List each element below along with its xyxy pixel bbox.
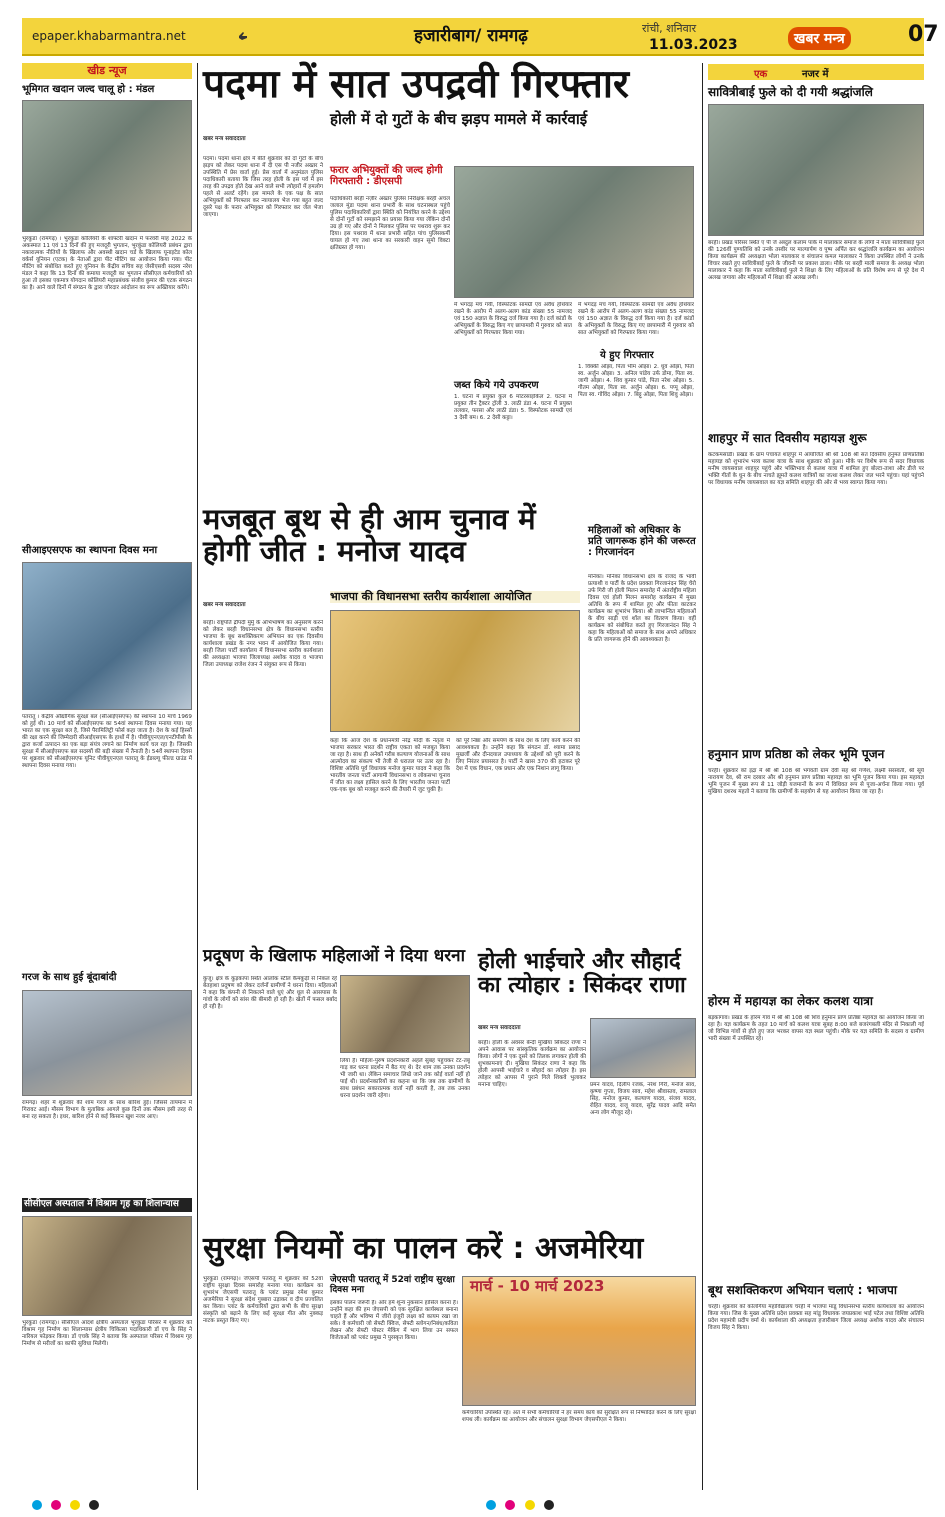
magenta-dot: [505, 1500, 515, 1510]
lead-headline: पदमा में सात उपद्रवी गिरफ्तार: [203, 62, 629, 107]
left-story4-photo: [22, 1216, 192, 1316]
black-dot: [89, 1500, 99, 1510]
mid-subheadline: भाजपा की विधानसभा स्तरीय कार्यशाला आयोजित: [330, 591, 580, 603]
left-story1-photo: [22, 100, 192, 232]
black-dot: [544, 1500, 554, 1510]
lead-subheadline: होली में दो गुटों के बीच झड़प मामले में कार्रवाई: [330, 110, 588, 128]
safety-body-col1: भुरकुंडा (रामगढ़)। जेएसपी पतरातू में शुक्रवार को 52वां राष्ट्रीय सुरक्षा दिवस समारोह मनाया गया। कार्यक्रम का शुभारंभ जेएसपी पतरातू के प्लांट प्रमुख रमेश कुमार अजमेरिया ने सुरक्षा संदेश गुब्बारा उड़ाकर व दीप प्रज्वलित कर किया। प्लांट के कर्मचारियों द्वारा सभी के बीच सुरक्षा संस्कृति को बढ़ाने के लिए कई सुरक्षा गीत और नुक्कड़ नाटक प्रस्तुत किए गए।: [203, 1276, 323, 1324]
yellow-dot: [70, 1500, 80, 1510]
holi-body: बरही। होली के अवसर बेन्दी मुखिया सिकंदर राणा ने अपने आवास पर सांस्कृतिक कार्यक्रम का आयोजन किया। लोगों ने एक दूसरे को तिलक लगाकर होली की शुभकामनाएं दी। मुखिया सिकंदर राणा ने कहा कि होली आपसी भाईचारे व सौहार्द का त्योहार है। इस त्योहार को आपस में पुराने गिले शिकवे भुलाकर मनाना चाहिए।: [478, 1040, 586, 1088]
lead-photo: [454, 166, 694, 298]
left-story3-photo: [22, 990, 192, 1096]
right-story3-body: चरही। शुक्रवार को इंद्रा में श्री श्री 108 श्री भगवती ग्राम देवी सह श्री गणेश, लक्ष्मी सरस्वती, श्री सूर्य नारायण देव, श्री राम दरबार और श्री हनुमान प्राण प्रतिष्ठा महायज्ञ का भूमि पूजन किया गया। इस महायज्ञ भूमि पूजन में मुख्य रूप से 11 जोड़ी यजमानों के रूप में विधिवत रूप से पूजा-अर्चना किया गया। पूर्व मुखिया दशरथ महतो ने बताया कि ग्रामीणों के सहयोग से यह आयोजन किया जा रहा है।: [708, 768, 924, 795]
mid-body-col1: बरही। राष्ट्रपति द्रौपदी मुर्मु के अभिभाषण का अनुसरण करने को लेकर बरही विधानसभा क्षेत्र के विधानसभा स्तरीय भाजपा के बूथ सशक्तिकरण अभियान का एक दिवसीय कार्यशाला प्रखंड के नगर भवन में आयोजित किया गया। बरही जिला पार्टी कार्यालय में विधानसभा स्तरीय कार्यशाला की अध्यक्षता भाजपा जिलाध्यक्ष अशोक यादव व भाजपा जिला उपाध्यक्ष राजेश रंजन ने संयुक्त रूप से किया।: [203, 620, 323, 668]
nazar-label: नजर में: [802, 69, 829, 80]
print-registration-marks: [22, 1495, 924, 1509]
holi-byline: खबर मन्त्र संवाददाता: [478, 1025, 521, 1031]
mid-headline: मजबूत बूथ से ही आम चुनाव में होगी जीत : मनोज यादव: [203, 502, 536, 568]
left-story4-headline: सीसीएल अस्पताल में विश्राम गृह का शिलान्यास: [22, 1198, 192, 1212]
right-story2-headline: शाहपुर में सात दिवसीय महायज्ञ शुरू: [708, 431, 867, 445]
safety-body-col2: इसका पालन जरूरी है। ओर हमें शून्य नुकसान हासिल करना है। उन्होंने कहा की हम जेएसपी को एक सुरक्षित कार्यस्थल बनाना चाहते हैं और भविष्य में जीरो इंजुरी लक्ष्य को कायम रखा जा सके। वे कर्मचारी जो सेफ्टी क्विज, सेफ्टी स्लोगन/निबंध/कविता लेखन और सेफ्टी पोस्टर मेकिंग में भाग लिया उन सफल विजेताओं को प्लांट प्रमुख ने पुरस्कृत किया।: [330, 1300, 458, 1341]
pollution-photo: [340, 975, 470, 1053]
right-story1-body: बरही। प्रखंड परिसर स्थित ए पी जे अब्दुल कलाम पार्क में मालाकार समाज के लोगों ने माता सावित्रीबाई फुले की 126वीं पुण्यतिथि को उनके तस्वीर पर माल्यार्पण व पुष्प अर्पित कर श्रद्धांजलि कार्यक्रम का आयोजन किया कार्यक्रम की अध्यक्षता भोला मालाकार व संचालन कमल मालाकार ने किया उपस्थित लोगों ने उनके विचार रखते हुए सावित्रीबाई फुले के जीवनी पर प्रकाश डाला। मौके पर बरही माली समाज के अध्यक्ष भोला मालाकार ने कहा कि माता सावित्रीबाई फुले ने शिक्षा के लिए महिलाओं के प्रति विशेष रूप से पूरे देश में अलख जगाया और महिलाओं में शिक्षा की अलख लगी।: [708, 240, 924, 281]
right-story1-headline: सावित्रीबाई फुले को दी गयी श्रद्धांजलि: [708, 85, 873, 99]
lead-body-col2: पदाधिकारी बरही नज़ीर अख्तर पुलिस निरीक्षक बरही अंचल जलाल मुंडा पदमा थाना प्रभारी के साथ घटनास्थल पहुंचे पुलिस पदाधिकारियों द्वारा स्थिति को नियंत्रित करने के उद्देश्य से दोनों गुटों को समझाने का प्रयास किया गया लेकिन दोनों उग्र हो गए और दोनों ने मिलकर पुलिस पर पथराव शुरू कर दिया। इस पथराव में थाना प्रभारी सहित पांच पुलिसकर्मी घायल हो गए तथा थाना का सरकारी वाहन सूमो विक्टा क्षतिग्रस्त हो गया।: [330, 196, 450, 251]
mid-photo: [330, 610, 580, 732]
cyan-dot: [32, 1500, 42, 1510]
arrested-headline: ये हुए गिरफ्तार: [600, 350, 654, 361]
left-story1-headline: भूमिगत खदान जल्द चालू हो : मंडल: [22, 84, 155, 95]
page-number: 07: [908, 22, 939, 47]
left-story2-photo: [22, 562, 192, 710]
column-rule: [702, 63, 703, 1490]
left-story3-body: रामगढ़। शहर में शुक्रवार की शाम गरज के साथ बारिश हुई। जिससे तापमान में गिरावट आई। मौसम विभाग के मुताबिक आगले कुछ दिनों तक मौसम इसी तरह से बना रह सकता है। इधर, बारिश होने से कई किसान खुश नजर आए।: [22, 1100, 192, 1120]
pollution-body-col1: कुजू। क्षेत्र के कुड़कापा स्थित आलोक स्टील कैमकुड़ी से निकल रहे बेतहाशा प्रदूषण को लेकर दर्जनों ग्रामीणों ने धरना दिया। महिलाओं ने कहा कि कंपनी से निकलने वाले धुएं और धूल से आसपास के गांवों के लोगों को सांस की बीमारी हो रही है। खेतों में फसल बर्बाद हो रही है।: [203, 976, 337, 1010]
safety-headline: सुरक्षा नियमों का पालन करें : अजमेरिया: [203, 1231, 644, 1266]
seized-list: 1. घटना में प्रयुक्त कुल 6 मोटरसाइकिल 2. घटना में प्रयुक्त तीन ट्रैक्टर ट्रॉली 3. लाठी डंडा 4. घटना में प्रयुक्त तलवार, फरसा और लाठी डंडा। 5. विस्फोटक सामग्री एवं 3 देसी बम। 6. 2 देसी कट्टा।: [454, 394, 572, 421]
section-tag: खीड न्यूज: [22, 63, 192, 79]
right-story1-photo: [708, 104, 924, 236]
right-story2-body: कटकमसांडी। प्रखंड के ग्राम पंचायत शाहपुर में आयोजित श्री श्री 108 श्री सत दिवसीय हनुमंत प्राणप्रतिष्ठा महायज्ञ को शुभारंभ भव्य कलश यात्रा के साथ शुक्रवार को हुआ। मौके पर विशेष रूप से सदर विधायक मनीष जायसवाल शाहपुर पहुंचे और भक्तिभाव से कलश यात्रा में शामिल हुए बोल्टा-ताशा और डीजे पर भक्ति गीतों के धुन के बीच नाचते झूमते कलश यात्रियों का जत्था कलश लेकर जल भरने पहुंचा। यहां पहुंचने पर विधायक मनीष जायसवाल का यज्ञ समिति शाहपुर की ओर से भव्य स्वागत किया गया।: [708, 452, 924, 486]
magenta-dot: [51, 1500, 61, 1510]
left-story2-body: पतरातू । केंद्रीय औद्योगिक सुरक्षा बल (सीआईएसएफ) की स्थापना 10 मार्च 1969 को हुई थी। 10 मार्च को सीआईएसएफ का 54वां स्थापना दिवस मनाया गया। यह भारत का एक सुरक्षा बल है, जिसे पैरामिलिट्री फोर्स कहा जाता है। देश के कई हिस्सों की रक्षा करने की जिम्मेदारी सीआईएसएफ के हाथों में है। पीवीयूएनएल/एनटीपीसी के द्वारा कर्जा उत्पादन का एक बड़ा संयंत्र लगाने का निर्माण कार्य चल रहा है। जिसकी सुरक्षा में सीआईएसएफ बल सदस्यों की बड़ी संख्या में तैनाती है। 54वें स्थापना दिवस पर शुक्रवार को सीआईएसएफ यूनिट पीवीयूएनएल पतरातू के ईडब्ल्यू फील्ड ग्राउंड में स्थापना दिवस मनाया गया।: [22, 714, 192, 769]
column-rule: [197, 63, 198, 1490]
safety-caption: कर्मचारियों उपस्थित रहे। अंत में सभी कर्मचारियों ने हर समय कार्य को सुरक्षित रूप से निष्पादित करने के लिए सुरक्षा शपथ ली। कार्यक्रम का आयोजन और संचालन सुरक्षा विभाग जेएसपीएल ने किया।: [462, 1410, 696, 1423]
lead-quote-headline: फरार अभियुक्तों की जल्द होगी गिरफ्तारी : डीएसपी: [330, 165, 443, 187]
arrested-list: 1. विक्की ओझा, पिता भीम ओझा। 2. धुव ओझा, पिता स्व. अर्जुन ओझा। 3. अनिल पांडेय उर्फ डोमा, पिता स्व. जागी ओझा। 4. शिव कुमार पांडे, पिता नरेश ओझा। 5. गौतम ओझा, पिता स्व. अर्जुन ओझा। 6. पप्पू ओझा, पिता स्व. गोविंद ओझा। 7. बिट्टू ओझा, पिता शिवु ओझा।: [578, 364, 694, 398]
edition-date: 11.03.2023: [649, 37, 738, 53]
holi-body-col2: प्रमन यादव, दिलीप रजक, नरेश गिरी, मनोज साव, कृष्णा गुप्ता, विजय साव, महेश श्रीवास्तव, रामलाल सिंह, मनोज कुमार, कल्याण यादव, संजय यादव, रोहित यादव, राजू यादव, सुरेंद्र यादव आदि समेत अन्य लोग मौजूद रहे।: [590, 1082, 696, 1116]
edition-place: रांची, शनिवार: [642, 22, 697, 35]
left-story1-body: भुरकुंडा (रामगढ़) । भुरकुंडा कोलियरी के शाफ्टरी खदान में फरवरी माह 2022 के अकस्मात 11 एवं 13 दिनों की हुए मजदूरी भुगतान, भुरकुंडा कोलियरी प्रबंधन द्वारा नकारात्मक नीतियों के खिलाफ और अवस्थी खदान चर्ड के खिलाफ यूनाइटेड कोल वर्कर्स यूनियन (एटक) के नेताओं द्वारा पीट मीटिंग का आयोजन किया गया। पीट मीटिंग को संबोधित करते हुए यूनियन के केंद्रीय सचिव सह जेसीएसवी सदस्य नरेश मंडल ने कहा कि 13 दिनों की कमाया मजदूरी का भुगतान सीसीएल कर्मचारियों को हुआ तो इसका एकमात्र योगदान कोलियरी महाप्रबंधक संजीव कुमार की एटक संगठन का है। आने वाले दिनों में संगठन के द्वारा जोरदार आंदोलन का रूप अख्तियार करेंगे।: [22, 236, 192, 291]
lead-body-col1: पदमा। पदमा थाना क्षेत्र में बीते शुक्रवार को दो गुटों के बीच झड़प को लेकर पदमा थाना में दी एस पी नजीर अख्तर ने उपस्थिति में प्रेस वार्ता हुई। प्रेस वार्ता में अनुमंडल पुलिस पदाधिकारी बताया कि जिस तरह होली के इस पर्व में इस तरह की उपद्रव होते देख आने वाले सभी त्योहारों में हमलोग पहले से अलर्ट रहेंगे। इस मामले के एक पक्ष के सात अभियुक्तों को गिरफ्तार कर न्यायालय भेज गया बहुत जल्द दूसरे पक्ष के फरार अभियुक्त को गिरफ्तार कर जेल भेजा जाएगा।: [203, 156, 323, 218]
pointer-hand-icon: [236, 29, 250, 43]
right-story4-body: बड़कागांव। प्रखंड के होरम गांव में श्री श्री 108 श्री शिव हनुमान प्राण प्रतिष्ठा महायज्ञ का आयोजन किया जा रहा है। यज्ञ कार्यक्रम के तहत 10 मार्च को कलश यात्रा सुबह 8:00 बजे बजरंगबली मंदिर से निकाली गई जो विभिन्न गांवों से होते हुए जल भरकर वापस यज्ञ स्थल पहुंची। मौके पर यज्ञ समिति के सदस्य व ग्रामीण भारी संख्या में उपस्थित रहे।: [708, 1015, 924, 1042]
safety-subheadline: जेएसपी पतरातू में 52वां राष्ट्रीय सुरक्षा दिवस मना: [330, 1275, 455, 1295]
safety-photo: [462, 1276, 696, 1406]
ek-label: एक: [754, 69, 768, 80]
right-story4-headline: होरम में महायज्ञ का लेकर कलश यात्रा: [708, 994, 874, 1008]
lead-byline: खबर मन्त्र संवाददाता: [203, 136, 246, 142]
ek-nazar-bar: [708, 64, 924, 80]
right-story5-headline: बूथ सशक्तिकरण अभियान चलाएं : भाजपा: [708, 1283, 897, 1297]
edition-title: हजारीबाग/ रामगढ़: [414, 26, 528, 46]
seized-headline: जब्त किये गये उपकरण: [454, 380, 539, 391]
left-story2-headline: सीआइएसएफ का स्थापना दिवस मना: [22, 545, 158, 556]
cyan-dot: [486, 1500, 496, 1510]
site-url[interactable]: epaper.khabarmantra.net: [32, 29, 186, 43]
right-story3-headline: हनुमान प्राण प्रतिष्ठा को लेकर भूमि पूजन: [708, 747, 885, 761]
brand-logo: खबर मन्त्र: [788, 27, 851, 50]
women-headline: महिलाओं को अधिकार के प्रति जागरूक होने की जरूरत : गिरजानंदन: [588, 525, 696, 558]
holi-headline: होली भाईचारे और सौहार्द का त्योहार : सिकंदर राणा: [478, 949, 686, 999]
holi-photo: [590, 1018, 696, 1078]
right-story5-body: चरही। शुक्रवार को कोलंगिया महाविद्यालय चरही में भाजपा मांडू विधानसभा स्तरीय कार्यशाला का आयोजन किया गया। जिस के मुख्य अतिथि प्रदेश प्रवक्ता सह मांडू विधायक जयप्रकाश भाई पटेल तथा विशिष्ट अतिथि प्रदेश महामंत्री प्रदीप वर्मा थे। कार्यशाला की अध्यक्षता हजारीबाग जिला अध्यक्ष अशोक यादव और संचालन विजय सिंह ने किया।: [708, 1304, 924, 1331]
mid-body-col3: को पूरे निष्ठा और समर्पण के साथ देश के लिए कार्य करने की आवश्यकता है। उन्होंने कहा कि संगठन डॉ. श्यामा प्रसाद मुखर्जी और दीनदयाल उपाध्याय के उद्देश्यों को पूरी करने के लिए निरंतर प्रयासरत है। पार्टी ने खास 370 की हटाकर पूरे देश में एक विधान, एक प्रधान और एक निशान लागू किया।: [456, 738, 580, 772]
safety-banner-text: मार्च - 10 मार्च 2023: [470, 1277, 605, 1295]
mid-body-col2: कहा कि आज देश के प्रधानमंत्री नरेंद्र मोदी के नेतृत्व में भाजपा सरकार भारत की राष्ट्रीय एकता को मजबूत किया जा रहा है। साथ ही अनेकों गरीब कल्याण योजनाओं के साथ आत्मोदय का संकल्प भी तेजी से धरातल पर उतर रहा है। विशिष्ट अतिथि पूर्व विधायक मनोज कुमार यादव ने कहा कि भारतीय जनता पार्टी आगामी विधानसभा व लोकसभा चुनाव में जीत का लक्ष्य हासिल करने के लिए भारतीय जनता पार्टी एक-एक बूथ को मजबूत करने की तैयारी में जुट चुकी है।: [330, 738, 450, 793]
yellow-dot: [525, 1500, 535, 1510]
masthead: [22, 18, 939, 56]
left-story4-body: भुरकुंडा (रामगढ़)। सीसीएल आदर्श क्षेत्रीय अस्पताल भुरकुंडा परिसर में शुक्रवार को विश्राम गृह निर्माण का शिलान्यास क्षेत्रीय चिकित्सा पदाधिकारी डॉ एच के सिंह ने नारियल फोड़कर किया। डॉ एचके सिंह ने बताया कि अस्पताल परिसर में विश्राम गृह निर्माण से मरीजों का काफी सुविधा मिलेगी।: [22, 1320, 192, 1347]
pollution-headline: प्रदूषण के खिलाफ महिलाओं ने दिया धरना: [203, 946, 466, 966]
left-story3-headline: गरज के साथ हुई बूंदाबांदी: [22, 972, 117, 983]
women-body: मनिका। मनिका विधानसभा क्षेत्र के राजद के भावी प्रत्याशी व पार्टी के प्रदेश प्रवक्ता गिरजानंदन सिंह चेरो उर्फ गिरी जी होली मिलन समारोह में अंतर्राष्ट्रीय महिला दिवस एवं होली मिलन समारोह कार्यक्रम में मुख्य अतिथि के रूप में शामिल हुए और फीता काटकर कार्यक्रम का शुभारंभ किया। श्री लाभान्वित महिलाओं के बीच साड़ी एवं शॉल का वितरण किया। वहीं कार्यक्रम को संबोधित करते हुए गिरजानंदन सिंह ने कहा कि महिलाओं को समाज के साथ अपने अधिकार के प्रति जागरूक होने की आवश्यकता है।: [588, 574, 696, 643]
mid-byline: खबर मन्त्र संवाददाता: [203, 602, 246, 608]
pollution-body-col2: लिया है। महिला-पुरुष प्रदर्शनकारी अहले सुबह पहुंचकर टेंट-तंबू गाड़ कर धरना प्रदर्शन में बैठ गए थे। देर शाम तक उनका प्रदर्शन भी जारी था। लेकिन समाचार लिखे जाने तक कोई वार्ता नहीं हो पाई थी। प्रदर्शनकारियों का कहना था कि जब तक ग्रामीणों के साथ प्रबंधन सकारात्मक वार्ता नहीं करती है, तब तक उनका धरना प्रदर्शन जारी रहेगा।: [340, 1058, 470, 1099]
lead-body-col3: में भगदड़ मच गयी, विस्फोटक सामग्री एवं अवैध हथियार रखने के आरोप में अलग-अलग कांड संख्या 55 नामजद एवं 150 अज्ञात के विरुद्ध दर्ज किया गया है। दर्ज कांडों के अभियुक्तों के विरुद्ध किए गए छापामारी में गुरुवार को सात अभियुक्तों को गिरफ्तार किया गया।: [454, 302, 572, 336]
lead-body-col4: में भगदड़ मच गयी, विस्फोटक सामग्री एवं अवैध हथियार रखने के आरोप में अलग-अलग कांड संख्या 55 नामजद एवं 150 अज्ञात के विरुद्ध दर्ज किया गया है। दर्ज कांडों के अभियुक्तों के विरुद्ध किए गए छापामारी में गुरुवार को सात अभियुक्तों को गिरफ्तार किया गया।: [578, 302, 694, 336]
